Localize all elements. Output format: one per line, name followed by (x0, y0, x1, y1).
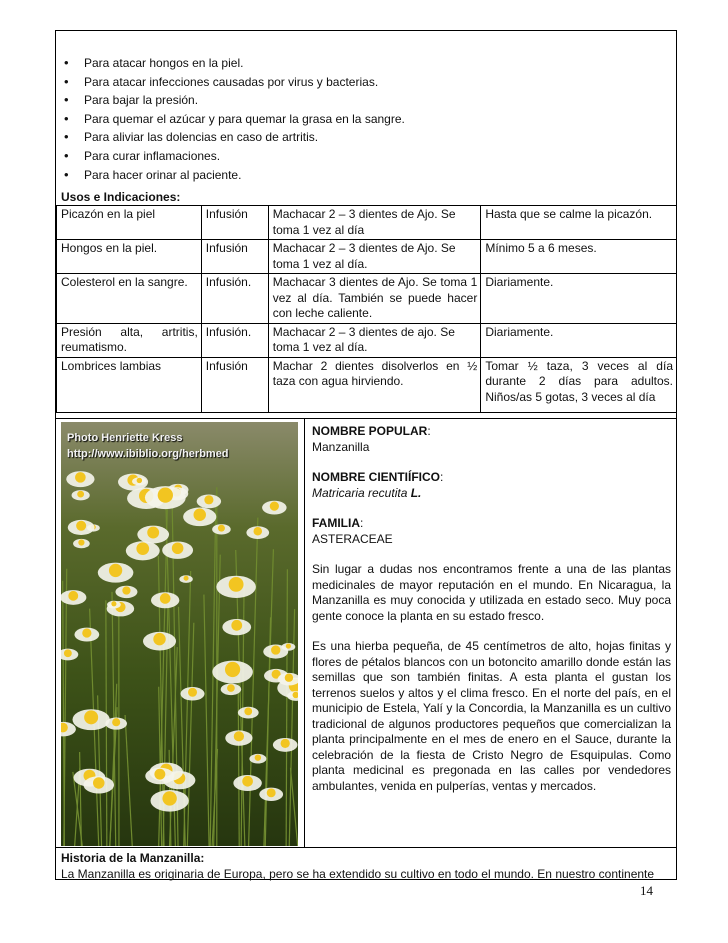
flower (74, 628, 99, 642)
cell-duration: Tomar ½ taza, 3 veces al día durante 2 días para adultos. Niños/as 5 gotas, 3 veces al día (481, 357, 677, 412)
bullet-item: • Para quemar el azúcar y para quemar la grasa en la sangre. (62, 110, 405, 129)
flower (72, 490, 90, 500)
photo-credit-name: Photo Henriette Kress (67, 432, 183, 444)
photo-credit-url: http://www.ibiblio.org/herbmed (67, 448, 229, 460)
flower (98, 563, 134, 583)
uses-bullet-list (62, 54, 405, 184)
flower (180, 687, 204, 701)
table-row (57, 240, 677, 274)
table-row (57, 357, 677, 412)
cell-duration: Hasta que se calme la picazón. (481, 206, 677, 240)
flower (183, 507, 216, 526)
section-divider (56, 418, 677, 419)
plant-description: NOMBRE POPULAR: Manzanilla NOMBRE CIENTIÍFICO: Matricaria recutita L. FAMILIA: ASTERACEAE Sin lugar a dudas nos encontramos frente a una de las plantas medicinales de mayor reputación en el mundo. En Nicaragua, la Manzanilla es muy conocida y utilizada en estado seco. Muy poca gente conoce la planta en su estado fresco. Es una hierba pequeña, de 45 centímetros de alto, hojas finitas y flores de pétalos blancos con un botoncito amarillo donde están las semillas que son también finitas. A esta planta el gustan los terrenos suelos y altos y el clima fresco. En el norte del país, en el municipio de Estela, Yalí y la Concordia, la Manzanilla es un cultivo tradicional de algunos productores pequeños que comercializan la planta principalmente en el mes de enero en el Sauce, durante la celebración de la fiesta de Cristo Negro de Esquipulas. Como planta medicinal es pregonada en las calles por vendedores ambulantes, venida en pulperías, ventas y mercados. (312, 424, 671, 793)
chamomile-image (61, 422, 298, 846)
flower (151, 592, 179, 608)
flower (212, 524, 231, 534)
flower (238, 707, 259, 719)
cell-duration: Mínimo 5 a 6 meses. (481, 240, 677, 274)
bullet-item: • Para hacer orinar al paciente. (62, 166, 405, 185)
flower (145, 486, 186, 509)
flower (145, 768, 174, 784)
flower (143, 632, 176, 651)
family-label: FAMILIA (312, 516, 360, 530)
flower (259, 788, 283, 801)
section-divider (56, 847, 677, 848)
cell-preparation: Machacar 2 – 3 dientes de Ajo. Se toma 1 vez al día (268, 206, 481, 240)
flower (132, 477, 147, 485)
flower (262, 501, 286, 515)
cell-condition: Presión alta, artritis, reumatismo. (57, 323, 202, 357)
flower (221, 684, 242, 696)
flower (150, 790, 188, 812)
photo-credit (67, 430, 229, 462)
table-row (57, 206, 677, 240)
cell-condition: Picazón en la piel (57, 206, 202, 240)
bullet-item: • Para bajar la presión. (62, 91, 405, 110)
flower (222, 619, 251, 635)
flower (68, 520, 95, 535)
cell-condition: Colesterol en la sangre. (57, 274, 202, 324)
bullet-item: • Para atacar hongos en la piel. (62, 54, 405, 73)
flower (66, 471, 94, 487)
flower (233, 775, 261, 791)
bullet-item: • Para aliviar las dolencias en caso de artritis. (62, 128, 405, 147)
flower (197, 494, 221, 508)
flower (246, 526, 269, 539)
table-row (57, 274, 677, 324)
usos-title: Usos e Indicaciones: (61, 190, 181, 204)
popular-name-value: Manzanilla (312, 439, 370, 454)
cell-method: Infusión. (201, 274, 268, 324)
flower (162, 541, 193, 558)
cell-duration: Diariamente. (481, 274, 677, 324)
bullet-item: • Para atacar infecciones causadas por virus y bacterias. (62, 73, 405, 92)
cell-method: Infusión (201, 206, 268, 240)
cell-preparation: Machar 2 dientes disolverlos en ½ taza con agua hirviendo. (268, 357, 481, 412)
page-number: 14 (640, 883, 653, 898)
flower (137, 526, 169, 544)
flower (61, 590, 86, 605)
cell-method: Infusión (201, 240, 268, 274)
flower (107, 601, 121, 609)
flower (115, 586, 137, 598)
description-paragraph-2: Es una hierba pequeña, de 45 centímetros de alto, hojas finitas y flores de pétalos blancos con un botoncito amarillo donde están las semillas que son también finitas. A esta planta el gustan los terrenos suelos y altos y el clima fresco. En el norte del país, en el municipio de Estela, Yalí y la Concordia, la Manzanilla es un cultivo tradicional de algunos productores pequeños que comercializan la planta principalmente en el mes de enero en el Sauce, durante la celebración de la fiesta de Cristo Negro de Esquipulas. Como planta medicinal es pregonada en las calles por vendedores ambulantes, venida en pulperías, ventas y mercados. (312, 639, 671, 793)
scientific-name-label: NOMBRE CIENTIÍFICO (312, 470, 440, 484)
table-row (57, 323, 677, 357)
cell-condition: Hongos en la piel. (57, 240, 202, 274)
historia-text: La Manzanilla es originaria de Europa, pero se ha extendido su cultivo en todo el mundo. En nuestro continente (61, 867, 655, 881)
cell-preparation: Machacar 2 – 3 dientes de ajo. Se toma 1 vez al día. (268, 323, 481, 357)
historia-section (61, 850, 673, 882)
bullet-item: • Para curar inflamaciones. (62, 147, 405, 166)
flower (216, 576, 256, 598)
flower (126, 541, 160, 560)
flower (73, 539, 90, 548)
flower (225, 730, 252, 745)
flower (281, 643, 295, 651)
usos-table (56, 205, 677, 413)
flower (249, 754, 266, 764)
flower (73, 709, 110, 730)
cell-preparation: Machacar 2 – 3 dientes de Ajo. Se toma 1 vez al día. (268, 240, 481, 274)
scientific-name-value: Matricaria recutita (312, 485, 408, 500)
cell-method: Infusión. (201, 323, 268, 357)
flower (212, 661, 253, 684)
family-value: ASTERACEAE (312, 531, 393, 546)
flower (179, 575, 192, 583)
historia-title: Historia de la Manzanilla: (61, 851, 205, 865)
cell-preparation: Machacar 3 dientes de Ajo. Se toma 1 vez al día. También se puede hacer con leche caliente. (268, 274, 481, 324)
scientific-name-author: L. (410, 485, 422, 500)
chamomile-photo (61, 422, 298, 846)
cell-method: Infusión (201, 357, 268, 412)
cell-duration: Diariamente. (481, 323, 677, 357)
description-paragraph-1: Sin lugar a dudas nos encontramos frente a una de las plantas medicinales de mayor reputación en el mundo. En Nicaragua, la Manzanilla es muy conocida y utilizada en estado seco. Muy poca gente conoce la planta en su estado fresco. (312, 562, 671, 623)
popular-name-label: NOMBRE POPULAR (312, 424, 428, 438)
column-divider (304, 418, 305, 847)
flower (83, 776, 114, 793)
flower (273, 738, 298, 752)
cell-condition: Lombrices lambias (57, 357, 202, 412)
